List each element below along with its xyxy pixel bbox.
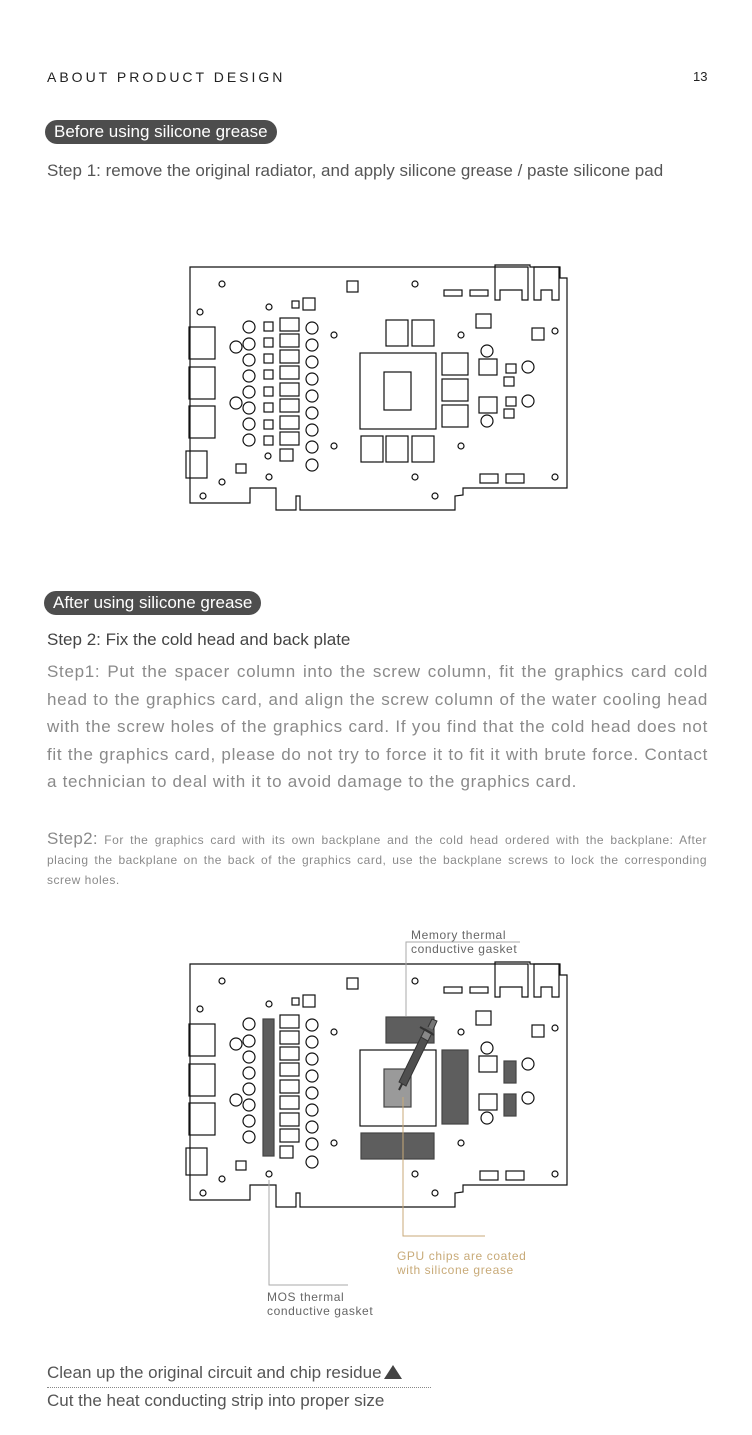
mos-leader-line	[269, 1180, 348, 1285]
step2-paragraph	[47, 829, 707, 890]
section-pill-before: Before using silicone grease	[45, 120, 277, 144]
gpu-leader-line	[403, 1097, 485, 1236]
step2-title: Step 2: Fix the cold head and back plate	[47, 630, 351, 649]
header-title: ABOUT PRODUCT DESIGN	[47, 69, 286, 85]
dotted-divider	[47, 1387, 431, 1388]
page-number: 13	[693, 69, 708, 84]
step1-paragraph: Step1: Put the spacer column into the screw column, fit the graphics card cold head to the graphics card, and align the screw column of the water cooling head with the screw holes of the graphics card. If you find that the cold head does not fit the graphics card, please do not try to force it to fit it with brute force. Contact a technician to deal with it to avoid damage to the graphics card.	[47, 662, 708, 791]
mos-gasket-callout: MOS thermal conductive gasket	[267, 1290, 374, 1318]
section-pill-after: After using silicone grease	[44, 591, 261, 615]
step2-lead: Step2:	[47, 829, 98, 848]
triangle-up-icon	[384, 1365, 402, 1379]
pcb-outline	[190, 265, 567, 510]
gpu-grease-callout: GPU chips are coated with silicone grease	[397, 1249, 527, 1277]
step2-body: For the graphics card with its own backplane and the cold head ordered with the backplane: After placing the backplane on the back of the graphics card, use the backplane screws to lock the corresponding screw holes.	[47, 833, 707, 887]
memory-gasket-callout: Memory thermal conductive gasket	[411, 928, 518, 956]
step1-text: Step 1: remove the original radiator, and apply silicone grease / paste silicone pad	[47, 161, 664, 180]
footer-line-2: Cut the heat conducting strip into proper size	[47, 1391, 385, 1410]
footer-line-1-text: Clean up the original circuit and chip residue	[47, 1363, 382, 1382]
footer-line-1	[47, 1363, 402, 1383]
pcb-outline	[190, 962, 567, 1207]
